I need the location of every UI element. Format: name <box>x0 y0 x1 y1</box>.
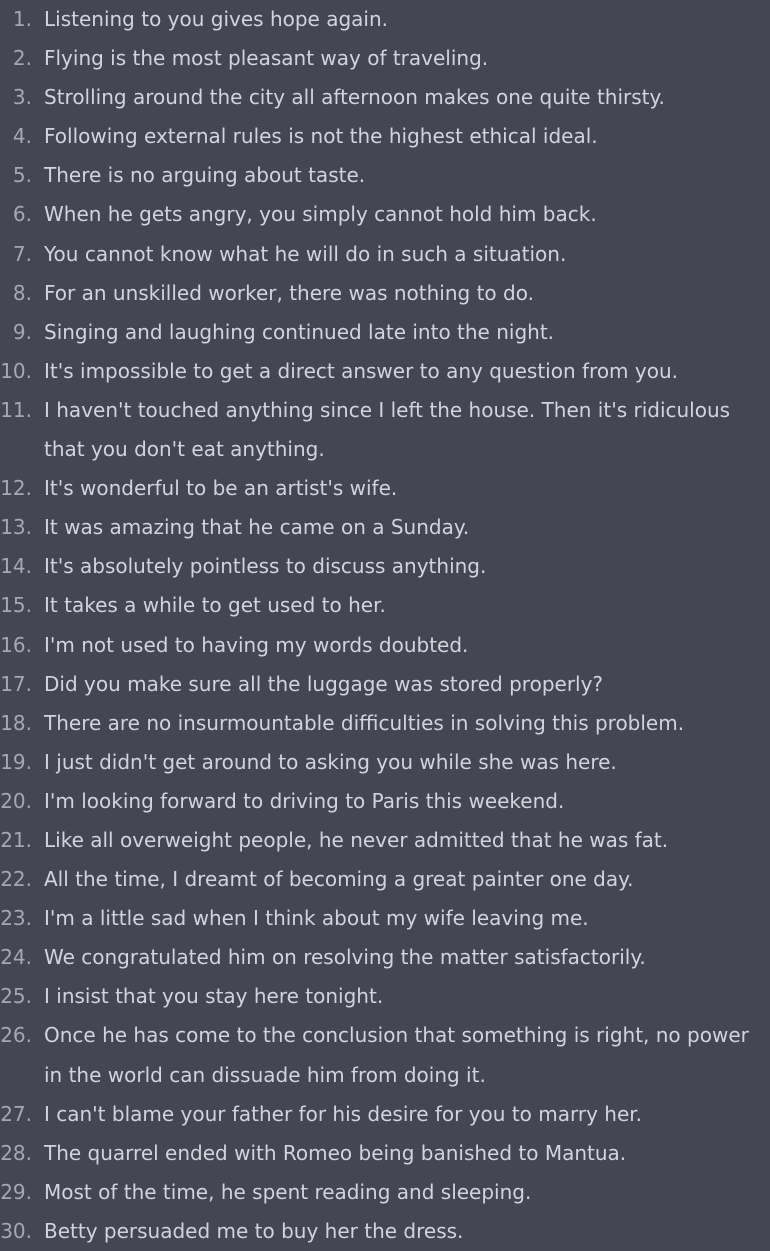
item-number: 21. <box>0 827 32 852</box>
list-item <box>0 39 770 78</box>
item-number: 27. <box>0 1101 32 1126</box>
list-item <box>0 665 770 704</box>
item-number: 2. <box>12 46 32 71</box>
list-item <box>0 78 770 117</box>
item-text: Betty persuaded me to buy her the dress. <box>44 1218 464 1243</box>
item-number: 4. <box>12 124 32 149</box>
item-text: Did you make sure all the luggage was stored properly? <box>44 671 604 696</box>
item-number: 20. <box>0 788 32 813</box>
item-number: 28. <box>0 1140 32 1165</box>
list-item <box>0 274 770 313</box>
item-text: We congratulated him on resolving the matter satisfactorily. <box>44 945 646 970</box>
list-item <box>0 195 770 234</box>
item-text: It takes a while to get used to her. <box>44 593 386 618</box>
item-number: 15. <box>0 593 32 618</box>
item-number: 25. <box>0 984 32 1009</box>
item-number: 18. <box>0 710 32 735</box>
list-item <box>0 1095 770 1134</box>
item-number: 19. <box>0 749 32 774</box>
item-text: I insist that you stay here tonight. <box>44 984 384 1009</box>
item-text: Once he has come to the conclusion that something is right, no power in the world can dissuade him from doing it. <box>44 1023 749 1087</box>
item-number: 24. <box>0 945 32 970</box>
item-number: 13. <box>0 515 32 540</box>
list-item <box>0 782 770 821</box>
list-item <box>0 117 770 156</box>
item-text: Singing and laughing continued late into the night. <box>44 319 555 344</box>
list-item <box>0 704 770 743</box>
list-item <box>0 1173 770 1212</box>
item-text: There are no insurmountable difficulties in solving this problem. <box>44 710 685 735</box>
item-text: Most of the time, he spent reading and sleeping. <box>44 1179 532 1204</box>
list-item <box>0 626 770 665</box>
list-item <box>0 508 770 547</box>
list-item <box>0 391 770 469</box>
item-text: I haven't touched anything since I left the house. Then it's ridiculous that you don't eat anything. <box>44 397 731 462</box>
item-text: I'm a little sad when I think about my wife leaving me. <box>44 906 589 931</box>
item-text: There is no arguing about taste. <box>44 163 366 188</box>
item-text: I can't blame your father for his desire for you to marry her. <box>44 1101 642 1126</box>
item-text: Listening to you gives hope again. <box>44 7 389 31</box>
item-text: I'm not used to having my words doubted. <box>44 632 469 657</box>
item-text: It's impossible to get a direct answer to any question from you. <box>44 358 679 383</box>
list-item <box>0 1016 770 1094</box>
item-number: 16. <box>0 632 32 657</box>
list-item <box>0 547 770 586</box>
item-number: 5. <box>12 163 32 188</box>
list-item <box>0 586 770 625</box>
list-item <box>0 156 770 195</box>
item-number: 3. <box>12 85 32 110</box>
item-text: It's wonderful to be an artist's wife. <box>44 476 398 501</box>
list-item <box>0 860 770 899</box>
item-text: The quarrel ended with Romeo being banished to Mantua. <box>44 1140 627 1165</box>
list-item <box>0 977 770 1016</box>
list-item <box>0 1212 770 1251</box>
item-number: 17. <box>0 671 32 696</box>
item-number: 7. <box>12 241 32 266</box>
item-number: 29. <box>0 1179 32 1204</box>
list-item <box>0 743 770 782</box>
list-item <box>0 1134 770 1173</box>
list-item <box>0 469 770 508</box>
item-text: Flying is the most pleasant way of traveling. <box>44 46 489 71</box>
item-number: 10. <box>0 358 32 383</box>
item-number: 1. <box>12 7 32 31</box>
item-text: For an unskilled worker, there was nothing to do. <box>44 280 534 305</box>
list-item <box>0 899 770 938</box>
item-number: 30. <box>0 1218 32 1243</box>
item-text: I just didn't get around to asking you while she was here. <box>44 749 617 774</box>
item-text: When he gets angry, you simply cannot hold him back. <box>44 202 597 227</box>
item-text: Following external rules is not the highest ethical ideal. <box>44 124 598 149</box>
list-item <box>0 938 770 977</box>
list-item <box>0 235 770 274</box>
item-text: All the time, I dreamt of becoming a great painter one day. <box>44 867 634 892</box>
list-item <box>0 821 770 860</box>
item-number: 26. <box>0 1023 32 1048</box>
item-number: 6. <box>12 202 32 227</box>
item-number: 23. <box>0 906 32 931</box>
item-text: It's absolutely pointless to discuss anything. <box>44 554 487 579</box>
list-item <box>0 0 770 39</box>
item-text: You cannot know what he will do in such a situation. <box>44 241 567 266</box>
item-text: Like all overweight people, he never admitted that he was fat. <box>44 827 669 852</box>
item-text: I'm looking forward to driving to Paris this weekend. <box>44 788 565 813</box>
item-text: Strolling around the city all afternoon makes one quite thirsty. <box>44 85 665 110</box>
item-number: 9. <box>12 319 32 344</box>
item-number: 22. <box>0 867 32 892</box>
list-item <box>0 313 770 352</box>
item-text: It was amazing that he came on a Sunday. <box>44 515 470 540</box>
list-item <box>0 352 770 391</box>
item-number: 12. <box>0 476 32 501</box>
item-number: 11. <box>0 397 32 422</box>
item-number: 14. <box>0 554 32 579</box>
item-number: 8. <box>12 280 32 305</box>
